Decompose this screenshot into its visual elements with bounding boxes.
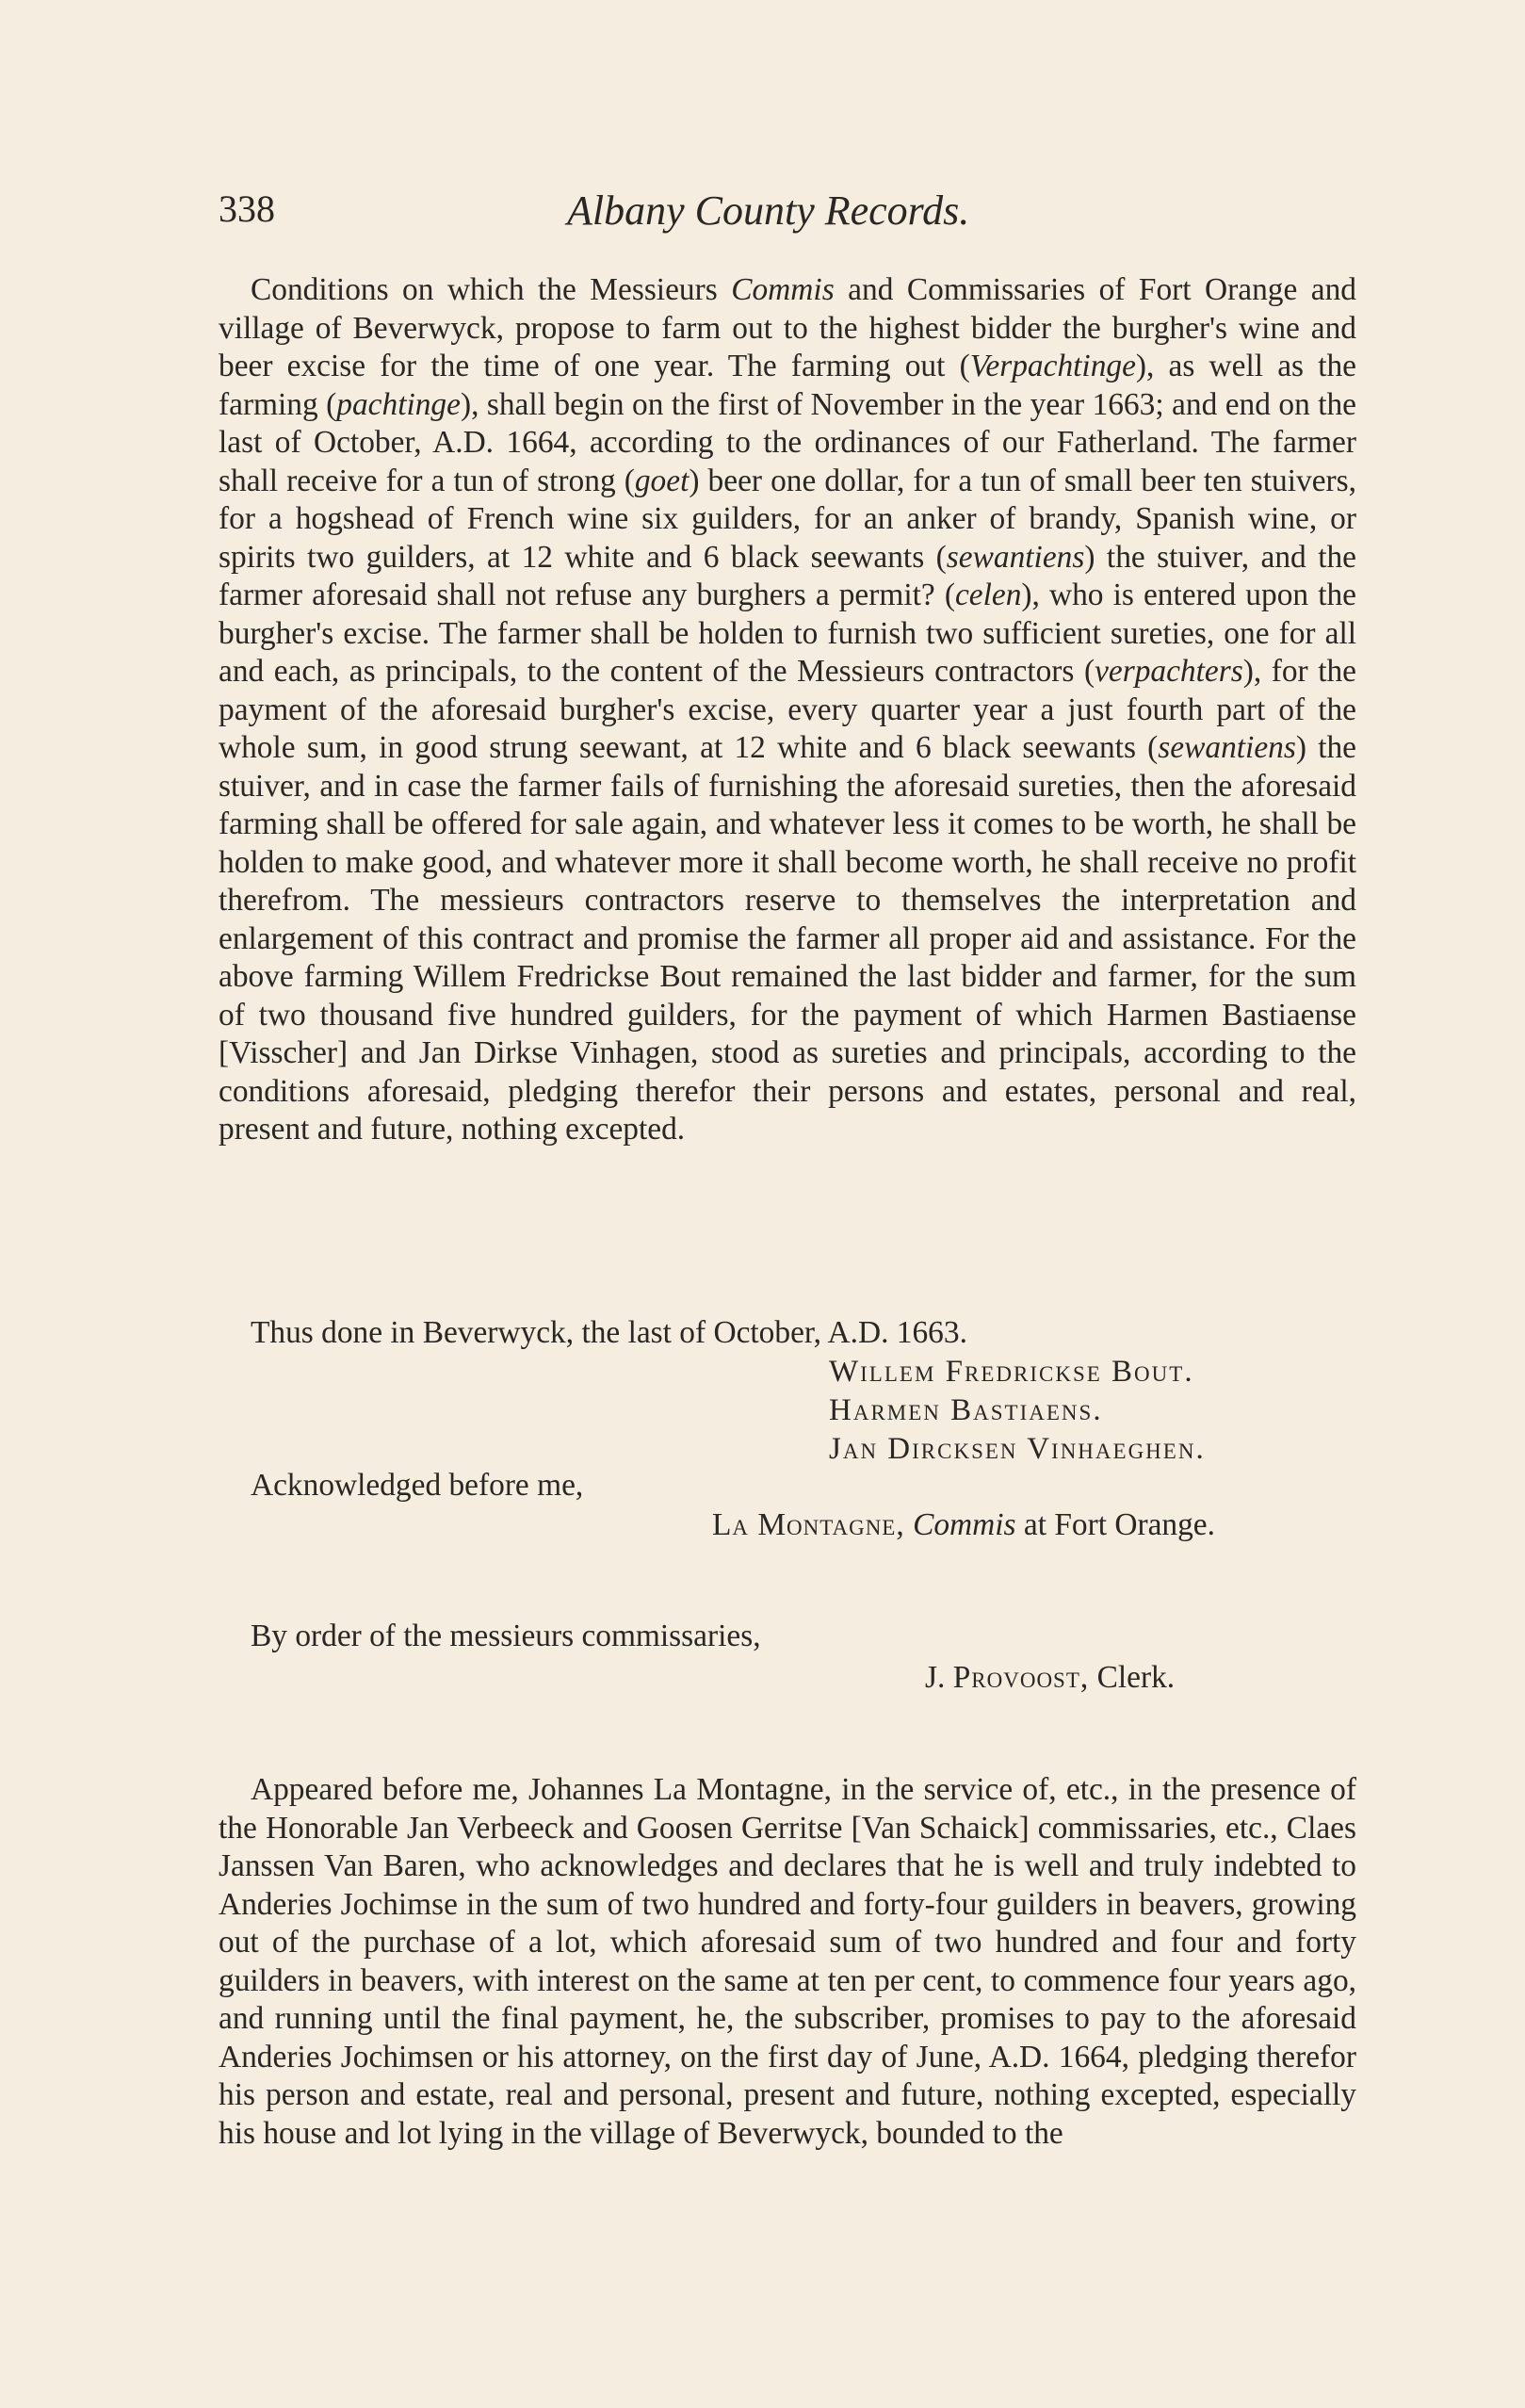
text-run: Conditions on which the Messieurs bbox=[251, 272, 732, 307]
page-header bbox=[219, 187, 1160, 243]
italic-term: Commis bbox=[731, 272, 835, 307]
signatory-name: Provoost, bbox=[952, 1660, 1090, 1695]
provoost-line bbox=[925, 1660, 1175, 1696]
by-order-line: By order of the messieurs commissaries, bbox=[251, 1619, 761, 1653]
text-run: and Commissaries of Fort Orange and village of Beverwyck, propose to farm out to the highest bidder the burgher's wine and beer excise for the time of one year. The farming out ( bbox=[219, 272, 1356, 383]
italic-term: pachtinge bbox=[336, 386, 461, 422]
text-run: J. bbox=[925, 1660, 946, 1695]
text-run: ), shall begin on the first of November in the year 1663; and end on the last of October, A.D. 1664, according to the ordinances of our Fatherland. The farmer shall receive for a tun of strong ( bbox=[219, 386, 1357, 498]
page-number: 338 bbox=[219, 187, 275, 230]
text-run: ), for the payment of the aforesaid burgher's excise, every quarter year a just fourth part of the whole sum, in good strung seewant, at 12 white and 6 black seewants ( bbox=[219, 654, 1357, 765]
italic-term: celen bbox=[954, 578, 1022, 612]
appeared-text: Appeared before me, Johannes La Montagne, in the service of, etc., in the presence of the Honorable Jan Verbeeck and Goosen Gerritse [Van Schaick] commissaries, etc., Claes Janssen Van Baren, who acknowledges and declares that he is well and truly indebted to Anderies Jochimse in the sum of two hundred and forty-four guilders in beavers, growing out of the purchase of a lot, which aforesaid sum of two hundred and four and forty guilders in beavers, with interest on the same at ten per cent, to commence four years ago, and running until the final payment, he, the subscriber, promises to pay to the aforesaid Anderies Jochimsen or his attorney, on the first day of June, A.D. 1664, pledging therefor his person and estate, real and personal, present and future, nothing excepted, especially his house and lot lying in the village of Beverwyck, bounded to the bbox=[219, 1772, 1356, 2151]
text-run: ) beer one dollar, for a tun of small beer ten stuivers, for a hogshead of French wine six guilders, for an anker of brandy, Spanish wine, or spirits two guilders, at 12 white and 6 black seewants ( bbox=[219, 463, 1356, 575]
running-title: Albany County Records. bbox=[567, 187, 970, 234]
italic-term: Commis bbox=[913, 1507, 1016, 1542]
text-run: Clerk. bbox=[1089, 1660, 1176, 1695]
signatory-name: La Montagne, bbox=[712, 1507, 905, 1542]
italic-term: goet bbox=[634, 463, 689, 498]
appeared-paragraph bbox=[219, 1771, 1356, 2153]
signature-bastiaens: Harmen Bastiaens. bbox=[829, 1393, 1103, 1427]
text-run: ) the stuiver, and the farmer aforesaid shall not refuse any burghers a permit? ( bbox=[219, 539, 1356, 612]
acknowledged-line: Acknowledged before me, bbox=[251, 1468, 584, 1503]
text-run: ), who is entered upon the burgher's excise. The farmer shall be holden to furnish two sufficient sureties, one for all and each, as principals, to the content of the Messieurs contractors ( bbox=[219, 578, 1356, 689]
conditions-paragraph bbox=[219, 271, 1356, 1149]
italic-term: Verpachtinge bbox=[969, 349, 1136, 383]
text-run: ) the stuiver, and in case the farmer fails of furnishing the aforesaid sureties, then the aforesaid farming shall be offered for sale again, and whatever less it comes to be worth, he shall be holden to make good, and whatever more it shall become worth, he shall receive no profit therefrom. The messieurs contractors reserve to themselves the interpretation and enlargement of this contract and promise the farmer all proper aid and assistance. For the above farming Willem Fredrickse Bout remained the last bidder and farmer, for the sum of two thousand five hundred guilders, for the payment of which Harmen Bastiaense [Visscher] and Jan Dirkse Vinhagen, stood as sureties and principals, according to the conditions aforesaid, pledging therefor their persons and estates, personal and real, present and future, nothing excepted. bbox=[219, 730, 1356, 1147]
signature-vinhaeghen: Jan Dircksen Vinhaeghen. bbox=[829, 1432, 1206, 1466]
la-montagne-line bbox=[712, 1507, 1215, 1543]
text-run: ), as well as the farming ( bbox=[219, 349, 1356, 422]
italic-term: sewantiens bbox=[1158, 730, 1296, 765]
signature-bout: Willem Fredrickse Bout. bbox=[829, 1355, 1194, 1389]
italic-term: sewantiens bbox=[946, 539, 1085, 575]
done-line: Thus done in Beverwyck, the last of October, A.D. 1663. bbox=[251, 1315, 967, 1350]
italic-term: verpachters bbox=[1095, 654, 1243, 689]
text-run: at Fort Orange. bbox=[1015, 1507, 1215, 1542]
